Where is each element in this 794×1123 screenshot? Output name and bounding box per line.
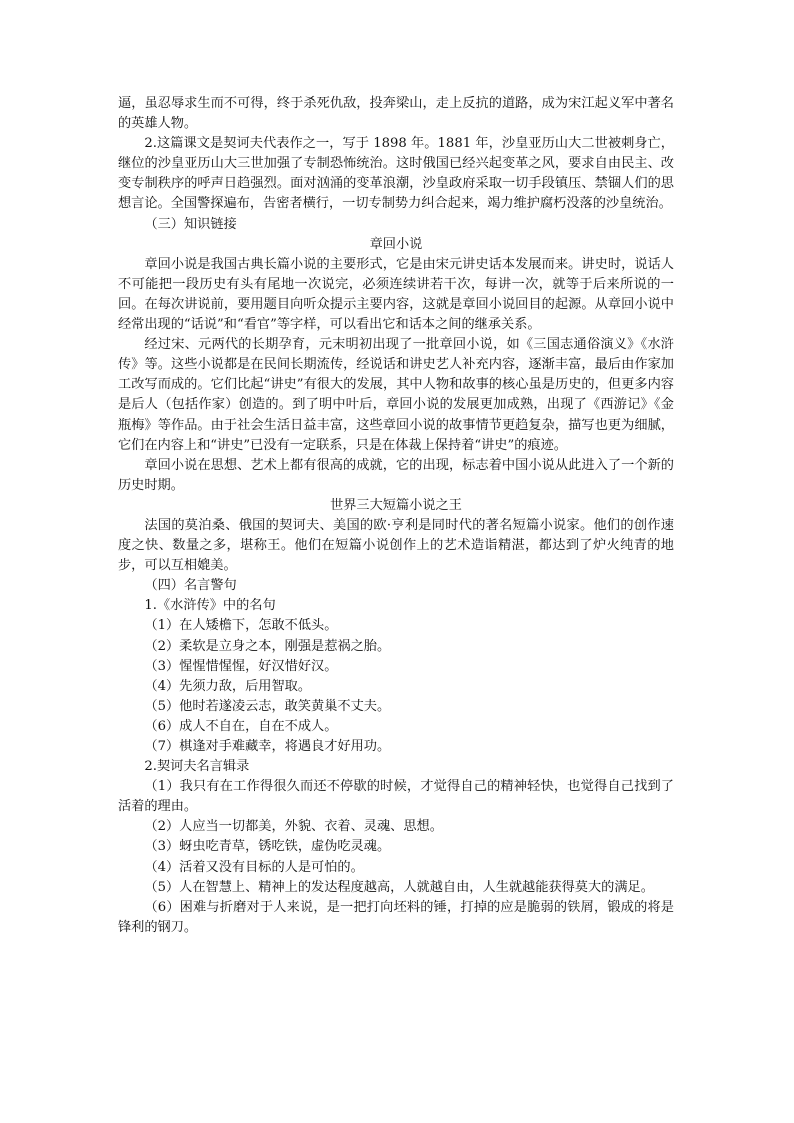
zhanghui-paragraph-3: 章回小说在思想、艺术上都有很高的成就，它的出现，标志着中国小说从此进入了一个新的历史时期。 [118, 457, 674, 493]
quote-item: （2）柔软是立身之本，刚强是惹祸之胎。 [144, 638, 391, 654]
heading-zhanghui-novel: 章回小说 [369, 236, 423, 252]
quote-item: （3）惺惺惜惺惺，好汉惜好汉。 [144, 658, 338, 674]
quote-item: （5）人在智慧上、精神上的发达程度越高，人就越自由，人生就越能获得莫大的满足。 [144, 879, 654, 895]
quote-item: （1）我只有在工作得很久而还不停歇的时候，才觉得自己的精神轻快，也觉得自己找到了活着的理由。 [118, 779, 674, 815]
section-heading-knowledge-link: （三）知识链接 [144, 216, 237, 232]
short-story-kings-paragraph: 法国的莫泊桑、俄国的契诃夫、美国的欧·亨利是同时代的著名短篇小说家。他们的创作速度之快、数量之多，堪称王。他们在短篇小说创作上的艺术造诣精湛，都达到了炉火纯青的地步，可以互相媲美。 [118, 517, 674, 574]
quote-item: （6）困难与折磨对于人来说，是一把打向坯料的锤，打掉的应是脆弱的铁屑，锻成的将是锋利的钢刀。 [118, 899, 674, 935]
quote-item: （3）蚜虫吃青草，锈吃铁，虚伪吃灵魂。 [144, 839, 391, 855]
quote-item: （4）活着又没有目标的人是可怕的。 [144, 859, 364, 875]
quote-item: （4）先须力敌，后用智取。 [144, 678, 312, 694]
quote-item: （7）棋逢对手难藏幸，将遇良才好用功。 [144, 739, 391, 754]
quote-item: （2）人应当一切都美，外貌、衣着、灵魂、思想。 [144, 819, 443, 835]
intro-paragraph-tail: 逼，虽忍辱求生而不可得，终于杀死仇敌，投奔梁山，走上反抗的道路，成为宋江起义军中著名的英雄人物。 [118, 96, 674, 132]
document-page [118, 94, 674, 938]
zhanghui-paragraph-2: 经过宋、元两代的长期孕育，元末明初出现了一批章回小说，如《三国志通俗演义》《水浒传》等。这些小说都是在民间长期流传，经说话和讲史艺人补充内容，逐渐丰富，最后由作家加工改写而成的。它们比起“讲史”有很大的发展，其中人物和故事的核心虽是历史的，但更多内容是后人（包括作家）创造的。到了明中叶后，章回小说的发展更加成熟，出现了《西游记》《金瓶梅》等作品。由于社会生活日益丰富，这些章回小说的故事情节更趋复杂，描写也更为细腻，它们在内容上和“讲史”已没有一定联系，只是在体裁上保持着“讲史”的痕迹。 [118, 337, 674, 453]
subheading-chekhov-quotes: 2.契诃夫名言辑录 [144, 759, 250, 775]
subheading-shuihu-quotes: 1.《水浒传》中的名句 [144, 598, 276, 614]
heading-three-short-story-kings: 世界三大短篇小说之王 [330, 497, 462, 513]
zhanghui-paragraph-1: 章回小说是我国古典长篇小说的主要形式，它是由宋元讲史话本发展而来。讲史时，说话人不可能把一段历史有头有尾地一次说完，必须连续讲若干次，每讲一次，就等于后来所说的一回。在每次讲说前，要用题目向听众提示主要内容，这就是章回小说回目的起源。从章回小说中经常出现的“话说”和“看官”等字样，可以看出它和话本之间的继承关系。 [118, 256, 674, 333]
background-note-2: 2.这篇课文是契诃夫代表作之一，写于 1898 年。1881 年，沙皇亚历山大二世被刺身亡，继位的沙皇亚历山大三世加强了专制恐怖统治。这时俄国已经兴起变革之风，要求自由民主、改变专制秩序的呼声日趋强烈。面对汹涌的变革浪潮，沙皇政府采取一切手段镇压、禁锢人们的思想言论。全国警探遍布，告密者横行，一切专制势力纠合起来，竭力维护腐朽没落的沙皇统治。 [118, 136, 674, 212]
section-heading-quotes: （四）名言警句 [144, 578, 237, 594]
quote-item: （5）他时若遂凌云志，敢笑黄巢不丈夫。 [144, 698, 391, 714]
quote-item: （1）在人矮檐下，怎敢不低头。 [144, 618, 338, 634]
quote-item: （6）成人不自在，自在不成人。 [144, 718, 338, 734]
